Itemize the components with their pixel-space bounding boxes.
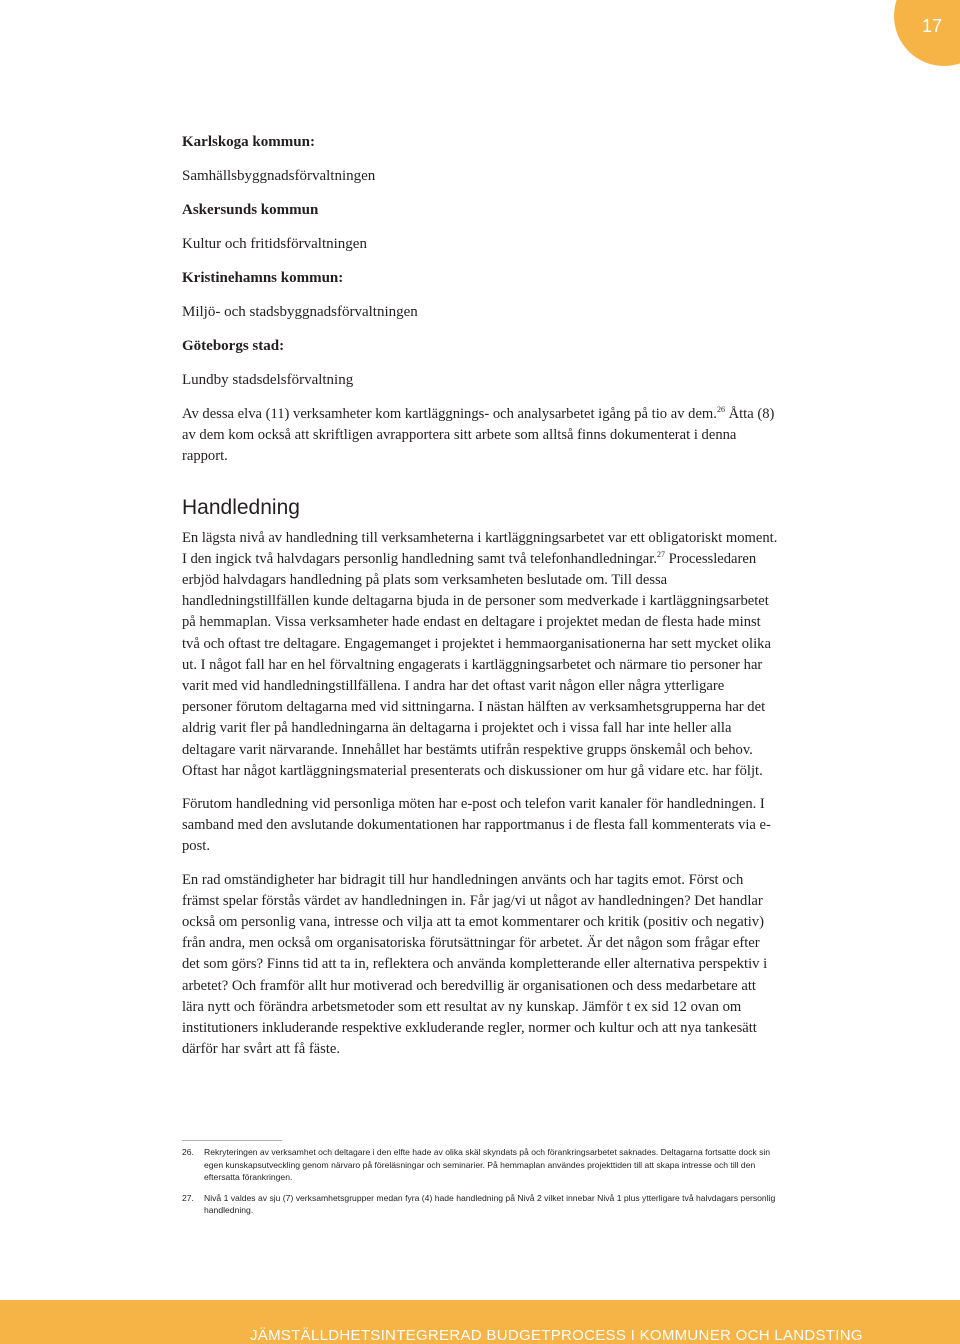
org-municipality: Göteborgs stad: — [182, 338, 285, 354]
footnote — [182, 1146, 778, 1184]
page-number: 17 — [921, 16, 942, 36]
org-municipality: Karlskoga kommun: — [182, 134, 315, 150]
section-heading: Handledning — [182, 495, 300, 519]
intro-text: Av dessa elva (11) verksamheter kom kartläggnings- och analysarbetet igång på tio av dem. — [182, 406, 717, 422]
footer-title: JÄMSTÄLLDHETSINTEGRERAD BUDGETPROCESS I KOMMUNER OCH LANDSTING — [250, 1327, 863, 1344]
org-department: Miljö- och stadsbyggnadsförvaltningen — [182, 304, 418, 320]
paragraph-text: En lägsta nivå av handledning till verksamheterna i kartläggningsarbetet var ett obligatoriskt moment. I den ingick två halvdagars personlig handledning samt två telefonhandledningar. — [182, 529, 778, 567]
footnote-number: 26. — [182, 1147, 194, 1157]
body-paragraph: En rad omständigheter har bidragit till hur handledningen använts och har tagits emot. Först och främst spelar förstås värdet av handledningen in. Får jag/vi ut något av handledningen? Det handlar också om personlig vana, intresse och vilja att ta emot kommentarer och kritik (positiv och negativ) från andra, men också om organisatoriska förutsättningar för arbetet. Är det någon som frågar efter det som görs? Finns tid att ta in, reflektera och använda kompletterande eller alternativa perspektiv i arbetet? Och framför allt hur motiverad och beredvillig är organisationen och dess medarbetare att lära nytt och förändra arbetsmetoder som ett resultat av ny kunskap. Jämför t ex sid 12 ovan om institutioners inkluderande respektive exkluderande regler, normer och kultur och att nya tankesätt därför har svårt att få fäste. — [182, 871, 768, 1058]
org-municipality: Askersunds kommun — [182, 202, 319, 218]
footnote-number: 27. — [182, 1192, 194, 1203]
org-department: Samhällsbyggnadsförvaltningen — [182, 168, 376, 184]
org-department: Kultur och fritidsförvaltningen — [182, 236, 367, 252]
paragraph-text: Processledaren erbjöd halvdagars handledning på plats som verksamheten beslutade om. Till dessa handledningstillfällen kunde deltagarna bjuda in de personer som medverkade i kartläggningsarbetet på hemmaplan. Vissa verksamheter hade endast en deltagare i projektet medan de flesta hade minst två och oftast tre deltagare. Engagemanget i projektet i hemmaorganisationerna har sett mycket olika ut. I något fall har en hel förvaltning engagerats i kartläggningsarbetet och närmare tio personer har varit med vid handledningstillfällena. I andra har det oftast varit någon eller några ytterligare personer förutom deltagarna med vid sittningarna. I nästan hälften av verksamhetsgrupperna har det aldrig varit fler på handledningarna än deltagarna i projektet och i vissa fall har inte heller alla deltagare varit närvarande. Innehållet har bestämts utifrån respektive grupps önskemål och behov. Oftast har något kartläggningsmaterial presenterats och diskussioner om hur gå vidare etc. har följt. — [182, 550, 771, 779]
footnote-text: Nivå 1 valdes av sju (7) verksamhetsgrupper medan fyra (4) hade handledning på Nivå 2 vilket innebar Nivå 1 plus ytterligare två halvdagars personlig handledning. — [204, 1192, 776, 1215]
footnote-ref[interactable]: 27 — [656, 549, 665, 559]
org-department: Lundby stadsdelsförvaltning — [182, 372, 354, 388]
body-paragraph — [182, 528, 778, 782]
body-paragraph: Förutom handledning vid personliga möten har e-post och telefon varit kanaler för handledningen. I samband med den avslutande dokumentationen har rapportmanus i de flesta fall kommenterats via e-post. — [182, 796, 771, 855]
footnote-text: Rekryteringen av verksamhet och deltagare i den elfte hade av olika skäl skyndats på och förankringsarbetet saknades. Deltagarna fortsatte dock sin egen kunskapsutveckling genom närvaro på föreläsningar och seminarier. På hemmaplan användes projekttiden till att skapa intresse och till den eftersatta förankringen. — [204, 1147, 771, 1182]
org-municipality: Kristinehamns kommun: — [182, 270, 344, 286]
intro-text: Åtta (8) av dem kom också att skriftligen avrapportera sitt arbete som alltså finns dokumenterat i denna rapport. — [182, 406, 775, 465]
footnote-ref[interactable]: 26 — [716, 405, 725, 415]
footnote — [182, 1192, 778, 1217]
footnote-divider — [182, 1140, 282, 1141]
intro-paragraph — [182, 404, 778, 468]
main-content — [182, 132, 778, 1072]
footnotes — [182, 1146, 778, 1225]
